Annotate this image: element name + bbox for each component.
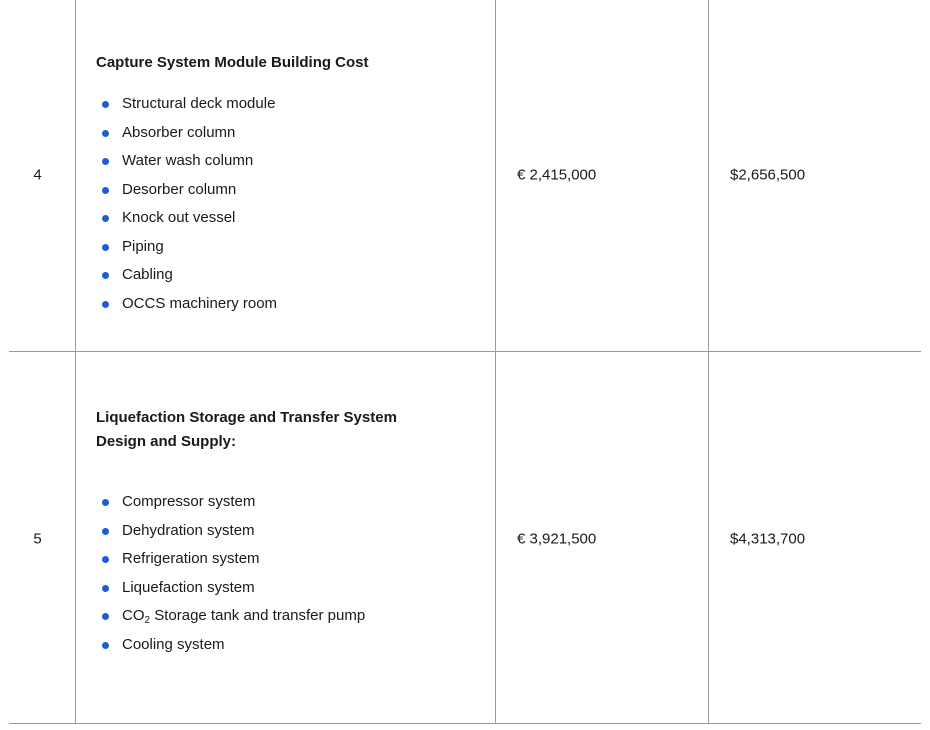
list-item: Desorber column (96, 176, 486, 205)
list-item: $CO_2$ Storage tank and transfer pump (96, 602, 486, 631)
list-item: Piping (96, 233, 486, 262)
cost-usd: $2,656,500 (730, 166, 806, 184)
list-item: Knock out vessel (96, 204, 486, 233)
list-item: Cooling system (96, 631, 486, 660)
row-title-line-1: Liquefaction Storage and Transfer System (96, 409, 397, 426)
bullet-icon (102, 301, 109, 308)
list-item: Liquefaction system (96, 574, 486, 603)
row-divider-2 (9, 723, 921, 724)
bullet-icon (102, 556, 109, 563)
bullet-icon (102, 244, 109, 251)
bullet-icon (102, 613, 109, 620)
bullet-icon (102, 130, 109, 137)
bullet-icon (102, 642, 109, 649)
list-item: Water wash column (96, 147, 486, 176)
table-row (0, 0, 921, 351)
list-item: OCCS machinery room (96, 290, 486, 319)
bullet-icon (102, 158, 109, 165)
row-description (96, 51, 486, 318)
list-item: Absorber column (96, 119, 486, 148)
bullet-icon (102, 101, 109, 108)
row-number: 5 (33, 530, 42, 548)
item-list (96, 90, 486, 318)
bullet-icon (102, 215, 109, 222)
list-item: Dehydration system (96, 517, 486, 546)
row-number: 4 (33, 166, 42, 184)
list-item: Structural deck module (96, 90, 486, 119)
item-list (96, 488, 486, 659)
list-item: Refrigeration system (96, 545, 486, 574)
row-title: Capture System Module Building Cost (96, 54, 369, 71)
cost-usd: $4,313,700 (730, 530, 806, 548)
bullet-icon (102, 187, 109, 194)
list-item: Cabling (96, 261, 486, 290)
bullet-icon (102, 499, 109, 506)
cost-eur: € 2,415,000 (517, 166, 597, 184)
row-description (96, 406, 486, 659)
row-title-line-2: Design and Supply: (96, 433, 237, 450)
bullet-icon (102, 528, 109, 535)
list-item: Compressor system (96, 488, 486, 517)
table-row (0, 352, 921, 723)
cost-eur: € 3,921,500 (517, 530, 597, 548)
bullet-icon (102, 585, 109, 592)
bullet-icon (102, 272, 109, 279)
